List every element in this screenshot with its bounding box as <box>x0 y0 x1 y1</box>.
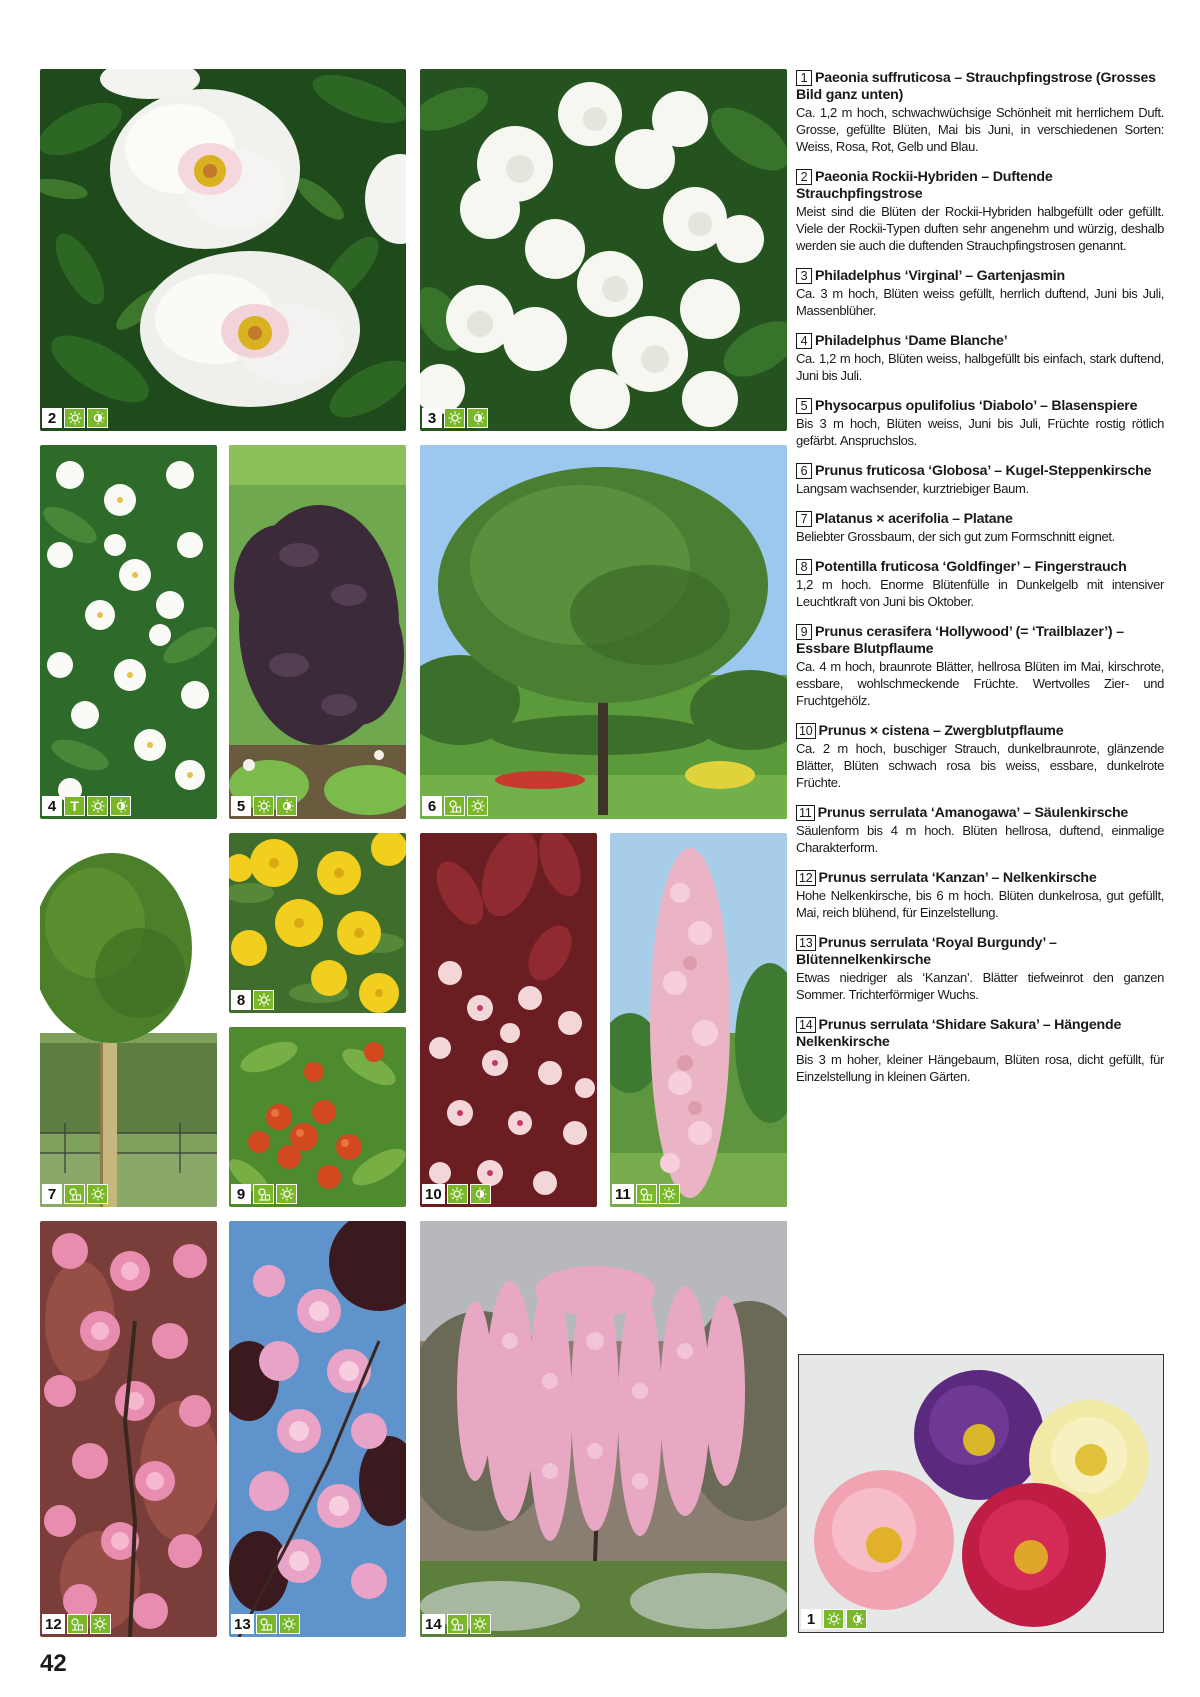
entry-text: 1,2 m hoch. Enorme Blütenfülle in Dunkelgelb mit intensiver Leuchtkraft von Juni bis Oktober. <box>796 577 1164 609</box>
photo-number: 13 <box>231 1614 254 1634</box>
tree-icon <box>67 1614 88 1634</box>
pink-blossoms-blue-sky-image <box>229 1221 406 1637</box>
photo-1-badges <box>801 1609 867 1629</box>
entry-title <box>796 805 1164 822</box>
entry-title-text: Prunus serrulata ‘Amanogawa’ – Säulenkirsche <box>817 805 1129 821</box>
entry-title <box>796 511 1164 528</box>
photo-9-badges <box>231 1184 297 1204</box>
entry-text: Ca. 1,2 m hoch, Blüten weiss, halbgefüllt bis einfach, stark duftend, Juni bis Juli. <box>796 351 1164 383</box>
half-shade-icon <box>846 1609 867 1629</box>
photo-14-prunus-shidare-sakura <box>420 1221 787 1637</box>
photo-number: 12 <box>42 1614 65 1634</box>
globe-tree-park-image <box>420 445 787 819</box>
entry-title <box>796 1017 1164 1051</box>
entry-number: 7 <box>796 511 812 527</box>
sun-icon <box>253 796 274 816</box>
entry-title <box>796 333 1164 350</box>
sun-icon <box>467 796 488 816</box>
entry-text: Hohe Nelkenkirsche, bis 6 m hoch. Blüten dunkelrosa, gut gefüllt, Mai, reich blühend, für Einzelstellung. <box>796 888 1164 920</box>
tree-icon <box>256 1614 277 1634</box>
half-shade-icon <box>87 408 108 428</box>
columnar-cherry-image <box>610 833 787 1207</box>
tree-icon <box>253 1184 274 1204</box>
photo-6-badges <box>422 796 488 816</box>
entry-1 <box>796 70 1164 155</box>
entry-text: Ca. 2 m hoch, buschiger Strauch, dunkelbraunrote, glänzende Blätter, Blüten schwach rosa bis weiss, essbare, dunkelrote Früchte. <box>796 741 1164 790</box>
entry-title <box>796 398 1164 415</box>
sun-icon <box>64 408 85 428</box>
entry-title-text: Paeonia suffruticosa – Strauchpfingstrose (Grosses Bild ganz unten) <box>796 70 1156 103</box>
photo-number: 11 <box>612 1184 634 1204</box>
photo-number: 9 <box>231 1184 251 1204</box>
photo-2-paeonia-rockii <box>40 69 406 431</box>
photo-4-philadelphus-dame-blanche <box>40 445 217 819</box>
entry-title <box>796 463 1164 480</box>
photo-number: 1 <box>801 1609 821 1629</box>
photo-14-badges <box>422 1614 491 1634</box>
entry-number: 11 <box>796 805 815 821</box>
entry-number: 12 <box>796 870 816 886</box>
photo-number: 14 <box>422 1614 445 1634</box>
weeping-cherry-image <box>420 1221 787 1637</box>
red-leaves-pink-blossoms-image <box>420 833 597 1207</box>
entry-title-text: Prunus serrulata ‘Kanzan’ – Nelkenkirsche <box>818 870 1097 886</box>
photo-number: 10 <box>422 1184 445 1204</box>
entry-title <box>796 70 1164 104</box>
entry-3 <box>796 268 1164 319</box>
entry-7 <box>796 511 1164 545</box>
entry-8 <box>796 559 1164 610</box>
entry-title <box>796 935 1164 969</box>
entry-10 <box>796 723 1164 791</box>
half-shade-icon <box>467 408 488 428</box>
tree-icon <box>636 1184 657 1204</box>
entry-text: Ca. 3 m hoch, Blüten weiss gefüllt, herrlich duftend, Juni bis Juli, Massenblüher. <box>796 286 1164 318</box>
page-number: 42 <box>40 1650 67 1677</box>
white-single-blossoms-image <box>40 445 217 819</box>
photo-2-badges <box>42 408 108 428</box>
photo-9-prunus-cerasifera-hollywood <box>229 1027 406 1207</box>
entry-text: Beliebter Grossbaum, der sich gut zum Formschnitt eignet. <box>796 529 1115 544</box>
photo-3-badges <box>422 408 488 428</box>
entry-9 <box>796 624 1164 709</box>
entry-11 <box>796 805 1164 856</box>
entry-text: Langsam wachsender, kurztriebiger Baum. <box>796 481 1029 496</box>
photo-7-badges <box>42 1184 108 1204</box>
entry-number: 10 <box>796 723 816 739</box>
entry-title-text: Potentilla fruticosa ‘Goldfinger’ – Fingerstrauch <box>815 559 1127 575</box>
colored-peonies-image <box>799 1355 1162 1631</box>
photo-number: 2 <box>42 408 62 428</box>
photo-number: 7 <box>42 1184 62 1204</box>
photo-11-badges <box>612 1184 680 1204</box>
entry-title-text: Prunus serrulata ‘Shidare Sakura’ – Hängende Nelkenkirsche <box>796 1017 1122 1050</box>
photo-number: 8 <box>231 990 251 1010</box>
photo-5-physocarpus-diabolo <box>229 445 406 819</box>
entry-14 <box>796 1017 1164 1085</box>
photo-13-prunus-royal-burgundy <box>229 1221 406 1637</box>
photo-3-philadelphus-virginal <box>420 69 787 431</box>
entry-text: Säulenform bis 4 m hoch. Blüten hellrosa, duftend, einmalige Charakterform. <box>796 823 1164 855</box>
entry-title-text: Prunus fruticosa ‘Globosa’ – Kugel-Steppenkirsche <box>815 463 1152 479</box>
photo-12-badges <box>42 1614 111 1634</box>
sun-icon <box>253 990 274 1010</box>
entry-title-text: Prunus serrulata ‘Royal Burgundy’ – Blütennelkenkirsche <box>796 935 1057 968</box>
photo-5-badges <box>231 796 297 816</box>
photo-number: 5 <box>231 796 251 816</box>
pink-cherry-blossoms-image <box>40 1221 217 1637</box>
entry-text: Bis 3 m hoher, kleiner Hängebaum, Blüten rosa, dicht gefüllt, für Einzelstellung in kleinen Gärten. <box>796 1052 1164 1084</box>
entry-4 <box>796 333 1164 384</box>
entry-title <box>796 268 1164 285</box>
sun-icon <box>444 408 465 428</box>
entry-title-text: Philadelphus ‘Virginal’ – Gartenjasmin <box>815 268 1065 284</box>
sun-icon <box>87 796 108 816</box>
entry-number: 13 <box>796 935 816 951</box>
photo-12-prunus-kanzan <box>40 1221 217 1637</box>
sun-icon <box>659 1184 680 1204</box>
photo-8-badges <box>231 990 274 1010</box>
entry-5 <box>796 398 1164 449</box>
entry-12 <box>796 870 1164 921</box>
entry-number: 1 <box>796 70 812 86</box>
entry-title <box>796 723 1164 740</box>
half-shade-icon <box>276 796 297 816</box>
tree-icon <box>447 1614 468 1634</box>
entry-title-text: Paeonia Rockii-Hybriden – Duftende Strauchpfingstrose <box>796 169 1053 202</box>
entry-title-text: Philadelphus ‘Dame Blanche’ <box>815 333 1008 349</box>
entry-2 <box>796 169 1164 254</box>
entry-title-text: Prunus × cistena – Zwergblutpflaume <box>818 723 1064 739</box>
sun-icon <box>276 1184 297 1204</box>
entry-text: Etwas niedriger als ‘Kanzan’. Blätter tiefweinrot den ganzen Sommer. Trichterförmiger Wuchs. <box>796 970 1164 1002</box>
entry-title <box>796 870 1164 887</box>
entry-number: 2 <box>796 169 812 185</box>
photo-1-paeonia-suffruticosa <box>798 1354 1164 1633</box>
sun-icon <box>279 1614 300 1634</box>
entry-title <box>796 624 1164 658</box>
entry-title-text: Physocarpus opulifolius ‘Diabolo’ – Blasenspiere <box>815 398 1138 414</box>
entry-13 <box>796 935 1164 1003</box>
entry-number: 9 <box>796 624 812 640</box>
red-plums-image <box>229 1027 406 1207</box>
photo-number: 3 <box>422 408 442 428</box>
entry-number: 3 <box>796 268 812 284</box>
entry-number: 4 <box>796 333 812 349</box>
entry-number: 6 <box>796 463 812 479</box>
sun-icon <box>90 1614 111 1634</box>
entry-title-text: Prunus cerasifera ‘Hollywood’ (= ‘Trailblazer’) – Essbare Blutpflaume <box>796 624 1124 657</box>
half-shade-icon <box>110 796 131 816</box>
photo-13-badges <box>231 1614 300 1634</box>
sun-icon <box>470 1614 491 1634</box>
entry-number: 8 <box>796 559 812 575</box>
white-double-blossoms-image <box>420 69 787 431</box>
t-badge-icon: T <box>64 796 85 816</box>
photo-10-prunus-cistena <box>420 833 597 1207</box>
sun-icon <box>823 1609 844 1629</box>
entry-number: 14 <box>796 1017 816 1033</box>
sun-icon <box>447 1184 468 1204</box>
tree-icon <box>444 796 465 816</box>
formed-plane-tree-image <box>40 833 217 1207</box>
half-shade-icon <box>470 1184 491 1204</box>
entry-title-text: Platanus × acerifolia – Platane <box>815 511 1013 527</box>
photo-7-platanus-acerifolia <box>40 833 217 1207</box>
dark-purple-shrub-image <box>229 445 406 819</box>
photo-number: 6 <box>422 796 442 816</box>
entry-text: Bis 3 m hoch, Blüten weiss, Juni bis Juli, Früchte rostig rötlich gefärbt. Anspruchslos. <box>796 416 1164 448</box>
entry-6 <box>796 463 1164 497</box>
peony-white-image <box>40 69 406 431</box>
entry-title <box>796 559 1164 576</box>
entry-number: 5 <box>796 398 812 414</box>
sun-icon <box>87 1184 108 1204</box>
entry-text: Ca. 4 m hoch, braunrote Blätter, hellrosa Blüten im Mai, kirschrote, essbare, wohlschmeckende Früchte. Wertvolles Zier- und Fruchtgehölz. <box>796 659 1164 708</box>
entry-title <box>796 169 1164 203</box>
photo-10-badges <box>422 1184 491 1204</box>
yellow-flowers-image <box>229 833 406 1013</box>
photo-6-prunus-fruticosa-globosa <box>420 445 787 819</box>
photo-4-badges <box>42 796 131 816</box>
entry-text: Meist sind die Blüten der Rockii-Hybriden halbgefüllt oder gefüllt. Viele der Rockii-Typen duften sehr angenehm und würzig, deshalb werden sie auch die duftenden Strauchpfingstrosen genannt. <box>796 204 1164 253</box>
tree-icon <box>64 1184 85 1204</box>
entry-text: Ca. 1,2 m hoch, schwachwüchsige Schönheit mit herrlichem Duft. Grosse, gefüllte Blüten, Mai bis Juni, in verschiedenen Sorten: Weiss, Rosa, Rot, Gelb und Blau. <box>796 105 1164 154</box>
photo-11-prunus-amanogawa <box>610 833 787 1207</box>
photo-8-potentilla-goldfinger <box>229 833 406 1013</box>
plant-descriptions <box>796 70 1164 1099</box>
photo-number: 4 <box>42 796 62 816</box>
